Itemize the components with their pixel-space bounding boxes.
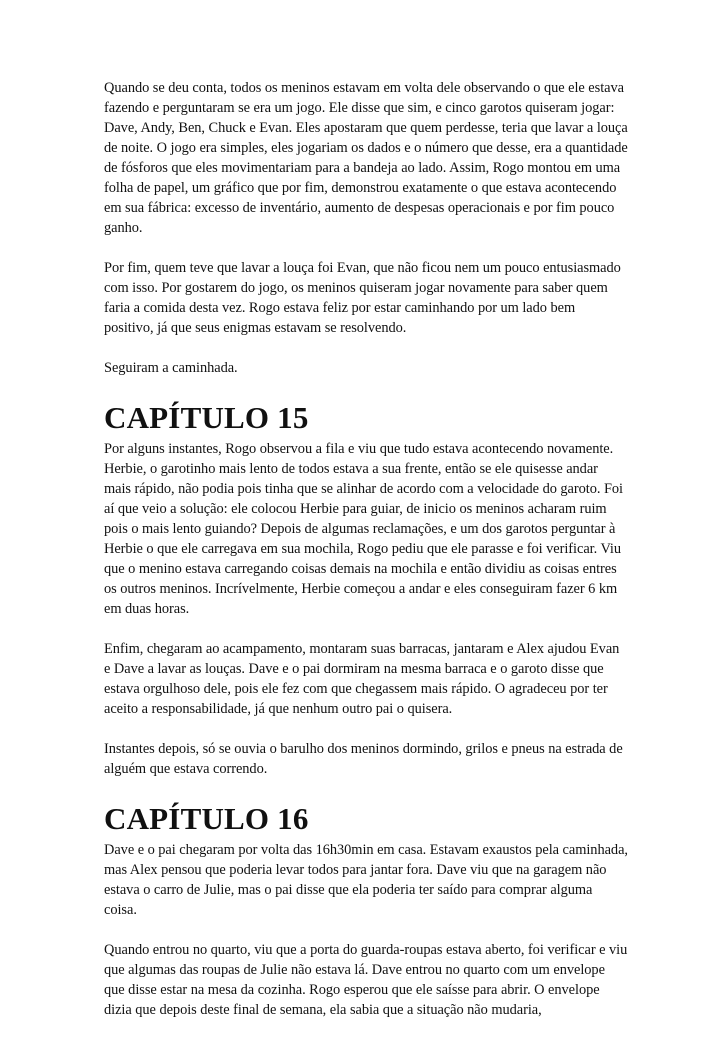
paragraph: Instantes depois, só se ouvia o barulho dos meninos dormindo, grilos e pneus na estrada de alguém que estava correndo. (104, 741, 623, 777)
paragraph: Dave e o pai chegaram por volta das 16h30min em casa. Estavam exaustos pela caminhada, mas Alex pensou que poderia levar todos para jantar fora. Dave viu que na garagem não estava o carro de Julie, mas o pai disse que ela poderia ter saído para comprar alguma coisa. (104, 842, 628, 918)
paragraph: Quando entrou no quarto, viu que a porta do guarda-roupas estava aberto, foi verificar e viu que algumas das roupas de Julie não estava lá. Dave entrou no quarto com um envelope que disse estar na mesa da cozinha. Rogo esperou que ele saísse para abrir. O envelope dizia que depois deste final de semana, ela sabia que a situação não mudaria, (104, 942, 628, 1018)
paragraph: Seguiram a caminhada. (104, 360, 238, 376)
paragraph: Por fim, quem teve que lavar a louça foi Evan, que não ficou nem um pouco entusiasmado com isso. Por gostarem do jogo, os meninos quiseram jogar novamente para saber quem faria a comida desta vez. Rogo estava feliz por estar caminhando por um lado bem positivo, já que seus enigmas estavam se resolvendo. (104, 260, 621, 336)
chapter-heading: CAPÍTULO 15 (104, 400, 309, 435)
chapter-heading: CAPÍTULO 16 (104, 801, 309, 836)
paragraph: Quando se deu conta, todos os meninos estavam em volta dele observando o que ele estava fazendo e perguntaram se era um jogo. Ele disse que sim, e cinco garotos quiseram jogar: Dave, Andy, Ben, Chuck e Evan. Eles apostaram que quem perdesse, teria que lavar a louça de noite. O jogo era simples, eles jogariam os dados e o número que desse, era a quantidade de fósforos que eles movimentariam para a bandeja ao lado. Assim, Rogo montou em uma folha de papel, um gráfico que por fim, demonstrou exatamente o que estava acontecendo em sua fábrica: excesso de inventário, aumento de despesas operacionais e por fim pouco ganho. (104, 80, 628, 236)
paragraph: Por alguns instantes, Rogo observou a fila e viu que tudo estava acontecendo novamente. Herbie, o garotinho mais lento de todos estava a sua frente, então se ele quisesse andar mais rápido, não podia pois tinha que se alinhar de acordo com a velocidade do garoto. Foi aí que veio a solução: ele colocou Herbie para guiar, de inicio os meninos acharam ruim pois o mais lento guiando? Depois de algumas reclamações, e um dos garotos perguntar à Herbie o que ele carregava em sua mochila, Rogo pediu que ele parasse e foi verificar. Viu que o menino estava carregando coisas demais na mochila e então dividiu as coisas entres os outros meninos. Incrívelmente, Herbie começou a andar e eles conseguiram fazer 6 km em duas horas. (104, 441, 624, 617)
paragraph: Enfim, chegaram ao acampamento, montaram suas barracas, jantaram e Alex ajudou Evan e Dave a lavar as louças. Dave e o pai dormiram na mesma barraca e o garoto disse que estava orgulhoso dele, pois ele fez com que chegassem mais rápido. O agradeceu por ter aceito a responsabilidade, já que nenhum outro pai o quisera. (104, 641, 620, 717)
document-page (104, 78, 628, 1040)
